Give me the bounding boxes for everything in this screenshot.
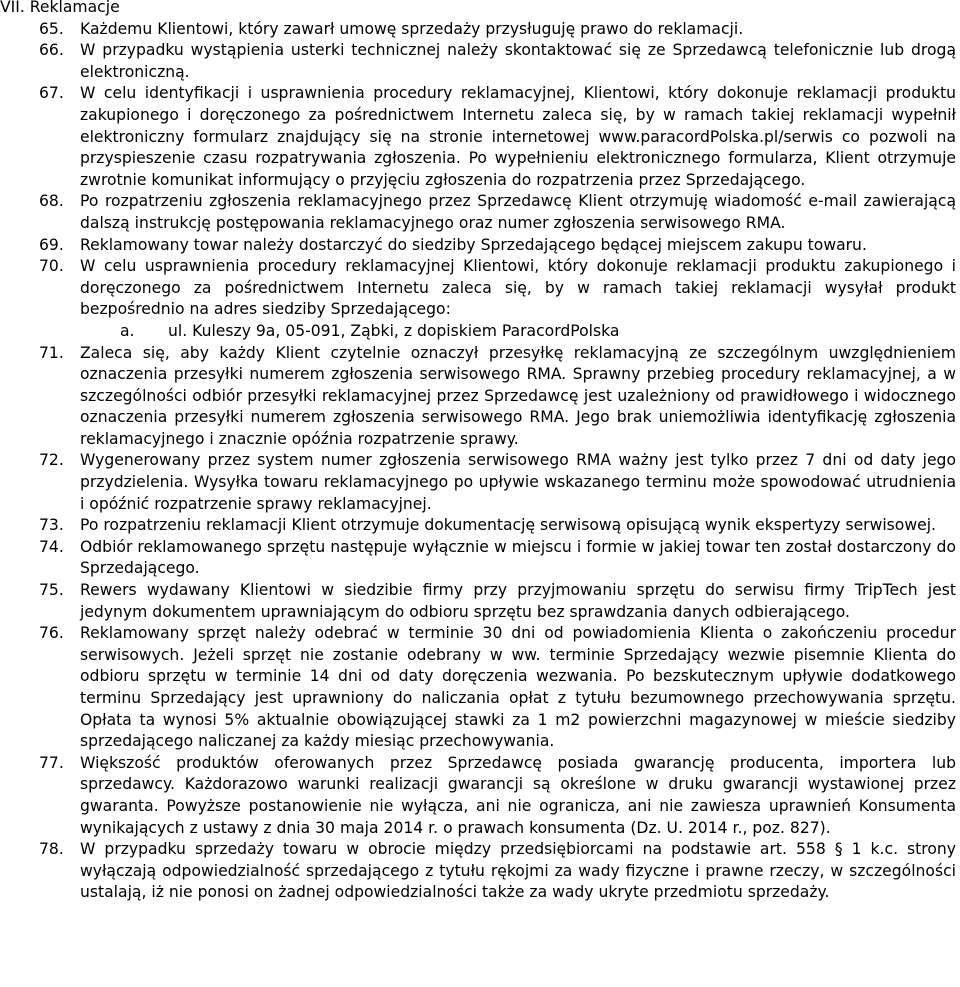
section-heading: VII. Reklamacje	[0, 0, 120, 16]
clause-body	[80, 580, 956, 623]
clause-number: 69.	[39, 235, 64, 254]
clause-body	[80, 753, 956, 839]
clause-item	[0, 753, 956, 839]
clause-number: 77.	[39, 753, 64, 772]
clause-number: 76.	[39, 624, 64, 643]
clause-text: Po rozpatrzeniu reklamacji Klient otrzymuje dokumentację serwisową opisującą wynik ekspertyzy serwisowej.	[80, 516, 936, 535]
clause-item	[0, 19, 956, 41]
clause-item	[0, 515, 956, 537]
clause-item	[0, 623, 956, 753]
clause-item	[0, 256, 956, 342]
clause-number: 68.	[39, 192, 64, 211]
clause-item	[0, 537, 956, 580]
clause-text: W przypadku wystąpienia usterki technicznej należy skontaktować się ze Sprzedawcą telefonicznie lub drogą elektroniczną.	[80, 41, 956, 81]
clause-item	[0, 83, 956, 191]
clause-body	[80, 256, 956, 342]
clause-body	[80, 623, 956, 753]
sub-item-text: ul. Kuleszy 9a, 05-091, Ząbki, z dopiskiem ParacordPolska	[168, 321, 620, 340]
clause-body	[80, 537, 956, 580]
clause-number: 70.	[39, 257, 64, 276]
clause-body	[80, 839, 956, 904]
clause-text: W celu usprawnienia procedury reklamacyjnej Klientowi, który dokonuje reklamacji produktu zakupionego i doręczonego za pośrednictwem Internetu zaleca się, by w ramach takiej reklamacji wysyłał produkt bezpośrednio na adres siedziby Sprzedającego:	[80, 257, 956, 319]
clause-text: Większość produktów oferowanych przez Sprzedawcę posiada gwarancję producenta, importera lub sprzedawcy. Każdorazowo warunki realizacji gwarancji są określone w druku gwarancji wystawionej przez gwaranta. Powyższe postanowienie nie wyłącza, ani nie ogranicza, ani nie zawiesza uprawnień Konsumenta wynikających z ustawy z dnia 30 maja 2014 r. o prawach konsumenta (Dz. U. 2014 r., poz. 827).	[80, 753, 956, 837]
clause-body	[80, 450, 956, 515]
clause-list	[0, 19, 956, 904]
clause-text: Reklamowany towar należy dostarczyć do siedziby Sprzedającego będącej miejscem zakupu towaru.	[80, 235, 867, 254]
clause-number: 74.	[39, 537, 64, 556]
clause-number: 75.	[39, 581, 64, 600]
clause-text: Wygenerowany przez system numer zgłoszenia serwisowego RMA ważny jest tylko przez 7 dni od daty jego przydzielenia. Wysyłka towaru reklamacyjnego po upływie wskazanego terminu może spowodować utrudnienia i opóźnić rozpatrzenie sprawy reklamacyjnej.	[80, 451, 956, 513]
clause-number: 73.	[39, 516, 64, 535]
clause-item	[0, 191, 956, 234]
clause-number: 78.	[39, 840, 64, 859]
clause-item	[0, 839, 956, 904]
clause-body	[80, 343, 956, 451]
clause-text: Zaleca się, aby każdy Klient czytelnie oznaczył przesyłkę reklamacyjną ze szczególnym uwzględnieniem oznaczenia przesyłki numerem zgłoszenia serwisowego RMA. Sprawny przebieg procedury reklamacyjnej, a w szczególności odbiór przesyłki reklamacyjnej przez Sprzedawcę jest uzależniony od prawidłowego i widocznego oznaczenia przesyłki numerem zgłoszenia serwisowego RMA. Jego brak uniemożliwia identyfikację zgłoszenia reklamacyjnego i znacznie opóźnia rozpatrzenie sprawy.	[80, 343, 956, 448]
clause-text: Każdemu Klientowi, który zawarł umowę sprzedaży przysługuję prawo do reklamacji.	[80, 19, 744, 38]
clause-text: Reklamowany sprzęt należy odebrać w terminie 30 dni od powiadomienia Klienta o zakończeniu procedur serwisowych. Jeżeli sprzęt nie zostanie odebrany w ww. terminie Sprzedający wezwie pisemnie Klienta do odbioru sprzętu w terminie 14 dni od daty doręczenia wezwania. Po bezskutecznym upływie dodatkowego terminu Sprzedający jest uprawniony do naliczania opłat z tytułu bezumownego przechowywania sprzętu. Opłata ta wynosi 5% aktualnie obowiązującej stawki za 1 m2 powierzchni magazynowej w mieście siedziby sprzedającego naliczanej za każdy miesiąc przechowywania.	[80, 624, 956, 751]
clause-text: Po rozpatrzeniu zgłoszenia reklamacyjnego przez Sprzedawcę Klient otrzymuję wiadomość e-mail zawierającą dalszą instrukcję postępowania reklamacyjnego oraz numer zgłoszenia serwisowego RMA.	[80, 192, 956, 232]
clause-number: 66.	[39, 41, 64, 60]
clause-item	[0, 40, 956, 83]
clause-text: Odbiór reklamowanego sprzętu następuje wyłącznie w miejscu i formie w jakiej towar ten został dostarczony do Sprzedającego.	[80, 537, 956, 578]
clause-text: Rewers wydawany Klientowi w siedzibie firmy przy przyjmowaniu sprzętu do serwisu firmy TripTech jest jedynym dokumentem uprawniającym do odbioru sprzętu bez sprawdzania danych odbierającego.	[80, 581, 956, 621]
clause-item	[0, 580, 956, 623]
clause-text: W celu identyfikacji i usprawnienia procedury reklamacyjnej, Klientowi, który dokonuje reklamacji produktu zakupionego i doręczonego za pośrednictwem Internetu zaleca się, by w ramach takiej reklamacji wypełnił elektroniczny formularz znajdujący się na stronie internetowej www.paracordPolska.pl/serwis co pozwoli na przyspieszenie czasu rozpatrywania zgłoszenia. Po wypełnieniu elektronicznego formularza, Klient otrzymuje zwrotnie komunikat informujący o przyjęciu zgłoszenia do rozpatrzenia przez Sprzedającego.	[80, 84, 956, 189]
clause-item	[0, 343, 956, 451]
clause-number: 65.	[39, 19, 64, 38]
clause-text: W przypadku sprzedaży towaru w obrocie między przedsiębiorcami na podstawie art. 558 § 1 k.c. strony wyłączają odpowiedzialność sprzedającego z tytułu rękojmi za wady fizyczne i prawne rzeczy, w szczególności ustalają, iż nie ponosi on żadnej odpowiedzialności także za wady ukryte przedmiotu sprzedaży.	[80, 840, 956, 902]
clause-body	[80, 191, 956, 234]
clause-item	[0, 235, 956, 257]
sub-item-marker: a.	[120, 321, 135, 340]
clause-body	[80, 40, 956, 83]
clause-body	[80, 19, 956, 41]
sub-item	[80, 321, 956, 343]
clause-body	[80, 83, 956, 191]
clause-number: 72.	[39, 451, 64, 470]
clause-body	[80, 515, 956, 537]
clause-number: 71.	[39, 343, 64, 362]
clause-number: 67.	[39, 84, 64, 103]
clause-item	[0, 450, 956, 515]
clause-body	[80, 235, 956, 257]
